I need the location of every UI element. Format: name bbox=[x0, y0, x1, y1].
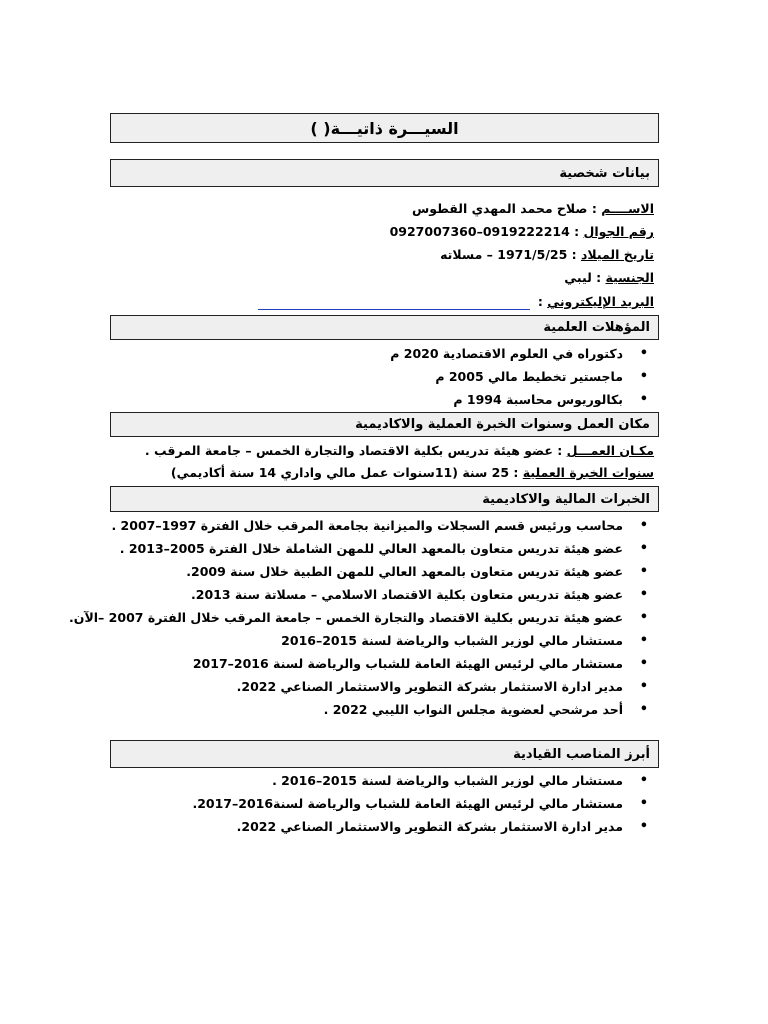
workplace-heading-box bbox=[110, 412, 659, 437]
list-item: • مستشار مالي لرئيس الهيئة العامة للشباب والرياضة لسنة 2016–2017 bbox=[69, 652, 656, 675]
workplace-heading: مكان العمل وسنوات الخبرة العملية والاكاديمية bbox=[355, 417, 650, 432]
list-item: • محاسب ورئيس قسم السجلات والميزانية بجامعة المرقب خلال الفترة 1997–2007 . bbox=[69, 514, 656, 537]
email-label: البريد الإليكتروني bbox=[547, 294, 654, 309]
workplace-row bbox=[145, 442, 654, 460]
experience-list bbox=[69, 514, 656, 721]
name-row bbox=[412, 200, 654, 218]
leadership-heading-box bbox=[110, 740, 659, 768]
email-value: : bbox=[537, 294, 548, 309]
cv-title: السيـــرة ذاتيـــة( ) bbox=[310, 118, 459, 138]
list-item: • عضو هيئة تدريس متعاون بالمعهد العالي للمهن الطبية خلال سنة 2009. bbox=[69, 560, 656, 583]
personal-heading-box bbox=[110, 159, 659, 187]
list-item: • عضو هيئة تدريس بكلية الاقتصاد والتجارة الخمس – جامعة المرقب خلال الفترة 2007 –الآن. bbox=[69, 606, 656, 629]
list-item: • أحد مرشحي لعضوية مجلس النواب الليبي 2022 . bbox=[69, 698, 656, 721]
nationality-value: : ليبي bbox=[564, 270, 606, 285]
phone-value: : 0919222214–0927007360 bbox=[389, 224, 584, 239]
experience-years-label: سنوات الخبرة العملية bbox=[522, 465, 654, 480]
list-item: • عضو هيئة تدريس متعاون بالمعهد العالي للمهن الشاملة خلال الفترة 2005–2013 . bbox=[69, 537, 656, 560]
phone-row bbox=[390, 223, 654, 241]
list-item: • مستشار مالي لرئيس الهيئة العامة للشباب والرياضة لسنة2016–2017. bbox=[192, 792, 656, 815]
birth-row bbox=[440, 246, 654, 264]
list-item: • عضو هيئة تدريس متعاون بكلية الاقتصاد الاسلامي – مسلاتة سنة 2013. bbox=[69, 583, 656, 606]
cv-title-box bbox=[110, 113, 659, 143]
list-item: • مدير ادارة الاستثمار بشركة التطوير والاستثمار الصناعي 2022. bbox=[69, 675, 656, 698]
birth-value: : 1971/5/25 – مسلاته bbox=[440, 247, 581, 262]
qualifications-heading: المؤهلات العلمية bbox=[543, 320, 650, 335]
experience-years-row bbox=[171, 464, 654, 482]
birth-label: تاريخ الميلاد bbox=[580, 247, 654, 262]
name-value: : صلاح محمد المهدي القطوس bbox=[412, 201, 602, 216]
email-underline bbox=[258, 309, 530, 310]
experience-years-value: : 25 سنة (11سنوات عمل مالي واداري 14 سنة أكاديمي) bbox=[170, 465, 523, 480]
leadership-heading: أبرز المناصب القيادية bbox=[513, 746, 650, 762]
phone-label: رقم الجوال bbox=[583, 224, 654, 239]
experience-heading-box bbox=[110, 486, 659, 512]
experience-heading: الخبرات المالية والاكاديمية bbox=[482, 491, 650, 507]
nationality-label: الجنسية bbox=[605, 270, 654, 285]
email-row bbox=[538, 293, 654, 311]
list-item: • مدير ادارة الاستثمار بشركة التطوير والاستثمار الصناعي 2022. bbox=[192, 815, 656, 838]
list-item: • بكالوريوس محاسبة 1994 م bbox=[390, 388, 656, 411]
personal-heading: بيانات شخصية bbox=[559, 165, 650, 181]
workplace-label: مكـان العمـــل bbox=[566, 443, 654, 458]
qualifications-list bbox=[390, 342, 656, 411]
nationality-row bbox=[564, 269, 654, 287]
list-item: • مستشار مالي لوزير الشباب والرياضة لسنة 2015–2016 bbox=[69, 629, 656, 652]
leadership-list bbox=[192, 769, 656, 838]
list-item: • دكتوراه في العلوم الاقتصادية 2020 م bbox=[390, 342, 656, 365]
list-item: • مستشار مالي لوزير الشباب والرياضة لسنة 2015–2016 . bbox=[192, 769, 656, 792]
list-item: • ماجستير تخطيط مالي 2005 م bbox=[390, 365, 656, 388]
qualifications-heading-box bbox=[110, 315, 659, 340]
workplace-value: : عضو هيئة تدريس بكلية الاقتصاد والتجارة الخمس – جامعة المرقب . bbox=[144, 443, 567, 458]
name-label: الاســــم bbox=[601, 201, 654, 216]
